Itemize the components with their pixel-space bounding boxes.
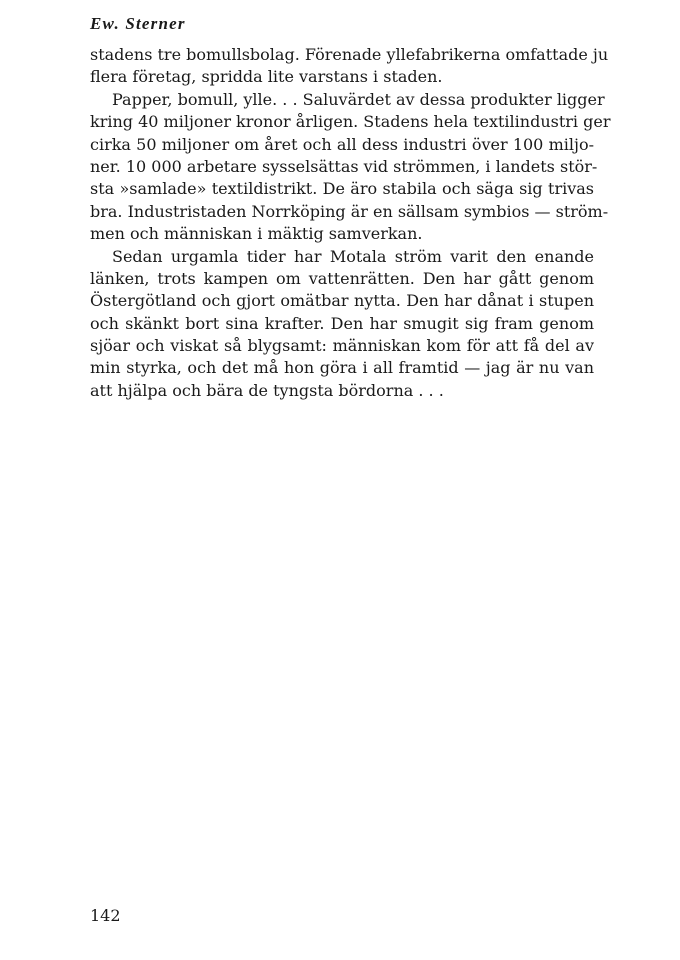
paragraph bbox=[90, 89, 611, 246]
text-line: ner. 10 000 arbetare sysselsättas vid strömmen, i landets stör- bbox=[90, 156, 598, 176]
paragraph bbox=[90, 44, 609, 89]
text-line: stadens tre bomullsbolag. Förenade yllefabrikerna omfattade ju bbox=[90, 45, 609, 64]
body-text bbox=[90, 44, 611, 402]
text-line: Östergötland och gjort omätbar nytta. Den har dånat i stupen bbox=[90, 291, 594, 311]
text-line: cirka 50 miljoner om året och all dess industri över 100 miljo- bbox=[90, 134, 594, 154]
text-line: Papper, bomull, ylle. . . Saluvärdet av dessa produkter ligger bbox=[112, 89, 605, 109]
text-line: men och människan i mäktig samverkan. bbox=[90, 224, 423, 244]
text-line: sjöar och viskat så blygsamt: människan kom för att få del av bbox=[90, 336, 594, 356]
text-line: att hjälpa och bära de tyngsta bördorna . . . bbox=[90, 380, 444, 400]
text-line: Sedan urgamla tider har Motala ström varit den enande bbox=[112, 246, 594, 266]
text-line: flera företag, spridda lite varstans i staden. bbox=[90, 67, 443, 87]
text-line: min styrka, och det må hon göra i all framtid — jag är nu van bbox=[90, 358, 594, 378]
running-head: Ew. Sterner bbox=[90, 14, 186, 33]
page-number: 142 bbox=[90, 906, 121, 925]
text-line: länken, trots kampen om vattenrätten. Den har gått genom bbox=[90, 268, 594, 288]
text-line: sta »samlade» textildistrikt. De äro stabila och säga sig trivas bbox=[90, 179, 594, 199]
text-line: och skänkt bort sina krafter. Den har smugit sig fram genom bbox=[90, 313, 594, 333]
paragraph bbox=[90, 246, 594, 403]
text-line: bra. Industristaden Norrköping är en sällsam symbios — ström- bbox=[90, 201, 609, 221]
text-line: kring 40 miljoner kronor årligen. Stadens hela textilindustri ger bbox=[90, 112, 611, 132]
